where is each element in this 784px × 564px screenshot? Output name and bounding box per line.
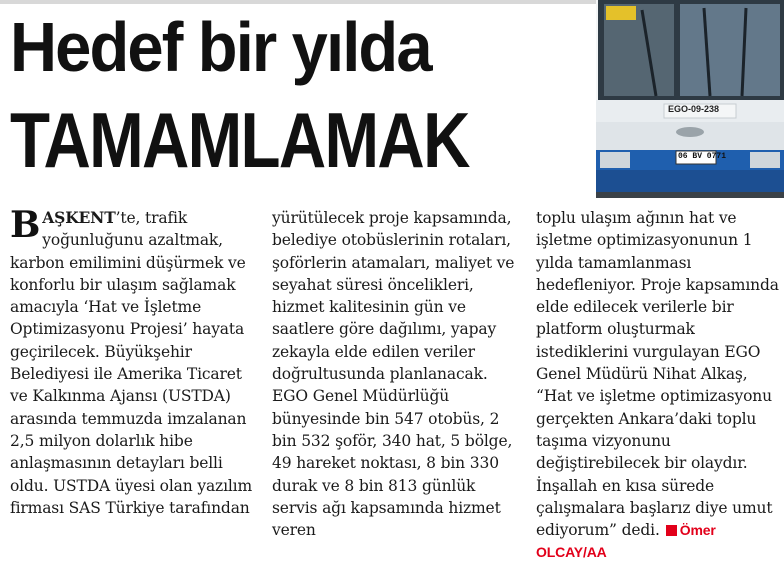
column-2-text: yürütülecek proje kapsamında, belediye otobüslerinin rotaları, şoförlerin atamaları, maliyet ve seyahat süresi öncelikleri, hizmet kalitesinin gün ve saatlere göre dağılımı, yapay zekayla elde edilen veriler doğrultusunda planlanacak. EGO Genel Müdürlüğü bünyesinde bin 547 otobüs, 2 bin 532 şoför, 340 hat, 5 bölge, 49 hareket noktası, 8 bin 330 durak ve 8 bin 813 günlük servis ağı kapsamında hizmet veren — [272, 209, 515, 540]
article-column-3 — [536, 207, 780, 564]
article-column-2 — [272, 207, 516, 541]
byline: Ömer OLCAY/AA — [536, 522, 716, 561]
article-body — [10, 204, 780, 561]
lead-word: AŞKENT — [42, 208, 116, 227]
headline-line-2: TAMAMLAMAK — [10, 96, 469, 184]
bus-license-plate: 06 BV 0771 — [678, 152, 727, 161]
bus-photo — [596, 0, 784, 198]
bus-destination-sign: EGO-09-238 — [668, 104, 720, 114]
headline-line-1: Hedef bir yılda — [10, 8, 431, 86]
headline — [10, 4, 595, 190]
byline-square-icon — [666, 525, 677, 536]
drop-cap: B — [10, 204, 41, 246]
article-column-1 — [10, 204, 254, 519]
column-1-text: ’te, trafik yoğunluğunu azaltmak, karbon emilimini düşürmek ve konforlu bir ulaşım sağlamak amacıyla ‘Hat ve İşletme Optimizasyonu Projesi’ hayata geçirilecek. Büyükşehir Belediyesi ile Amerika Ticaret ve Kalkınma Ajansı (USTDA) arasında temmuzda imzalanan 2,5 milyon dolarlık hibe anlaşmasının detayları belli oldu. USTDA üyesi olan yazılım firması SAS Türkiye tarafından — [10, 209, 253, 517]
column-3-text: toplu ulaşım ağının hat ve işletme optimizasyonunun 1 yılda tamamlanması hedefleniyor. Proje kapsamında elde edilecek verilerle bir platform oluşturmak istediklerini vurgulayan EGO Genel Müdürü Nihat Alkaş, “Hat ve işletme optimizasyonu gerçekten Ankara’daki toplu taşıma vizyonunu değiştirebilecek bir olaydır. İnşallah en kısa sürede çalışmalara başlarız diye umut ediyorum” dedi. — [536, 209, 779, 540]
bus-illustration — [596, 0, 784, 198]
